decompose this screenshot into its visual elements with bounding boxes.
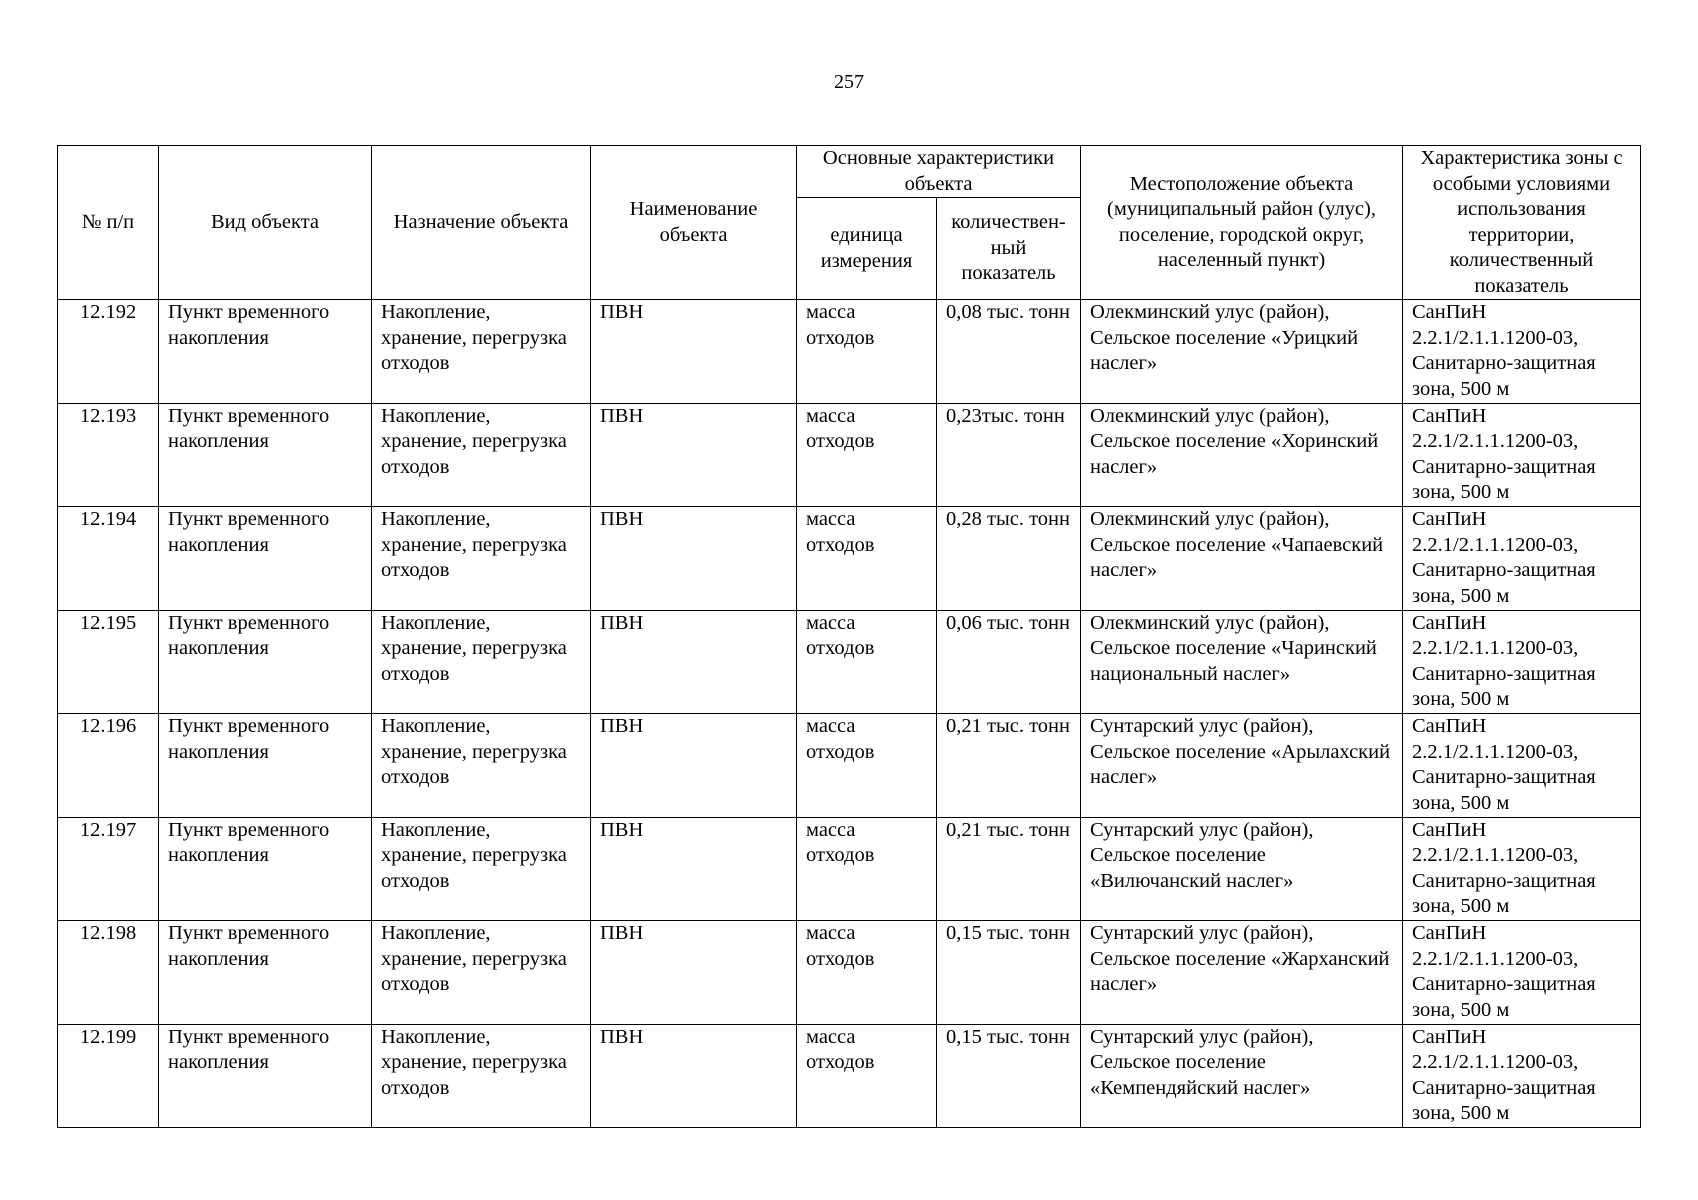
cell-purpose: Накопление, хранение, перегрузка отходов bbox=[372, 610, 591, 714]
objects-table bbox=[57, 145, 1641, 1128]
cell-purpose: Накопление, хранение, перегрузка отходов bbox=[372, 817, 591, 921]
cell-kind: Пункт временного накопления bbox=[159, 921, 372, 1025]
cell-purpose: Накопление, хранение, перегрузка отходов bbox=[372, 507, 591, 611]
cell-quantity: 0,21 тыс. тонн bbox=[937, 817, 1081, 921]
cell-num: 12.195 bbox=[58, 610, 159, 714]
cell-num: 12.193 bbox=[58, 403, 159, 507]
header-zone: Характеристика зоны с особыми условиями использования территории, количественный показатель bbox=[1403, 146, 1641, 300]
cell-zone: СанПиН 2.2.1/2.1.1.1200-03, Санитарно-защитная зона, 500 м bbox=[1403, 921, 1641, 1025]
cell-zone: СанПиН 2.2.1/2.1.1.1200-03, Санитарно-защитная зона, 500 м bbox=[1403, 1024, 1641, 1128]
cell-zone: СанПиН 2.2.1/2.1.1.1200-03, Санитарно-защитная зона, 500 м bbox=[1403, 610, 1641, 714]
cell-purpose: Накопление, хранение, перегрузка отходов bbox=[372, 300, 591, 404]
table-row bbox=[58, 300, 1641, 404]
cell-kind: Пункт временного накопления bbox=[159, 610, 372, 714]
cell-kind: Пункт временного накопления bbox=[159, 507, 372, 611]
cell-unit: масса отходов bbox=[797, 403, 937, 507]
table-row bbox=[58, 403, 1641, 507]
cell-location: Сунтарский улус (район), Сельское поселение «Кемпендяйский наслег» bbox=[1081, 1024, 1403, 1128]
cell-quantity: 0,21 тыс. тонн bbox=[937, 714, 1081, 818]
header-main-characteristics: Основные характеристики объекта bbox=[797, 146, 1081, 198]
cell-num: 12.192 bbox=[58, 300, 159, 404]
table-row bbox=[58, 714, 1641, 818]
cell-quantity: 0,06 тыс. тонн bbox=[937, 610, 1081, 714]
cell-quantity: 0,08 тыс. тонн bbox=[937, 300, 1081, 404]
cell-location: Олекминский улус (район), Сельское поселение «Хоринский наслег» bbox=[1081, 403, 1403, 507]
cell-unit: масса отходов bbox=[797, 817, 937, 921]
cell-zone: СанПиН 2.2.1/2.1.1.1200-03, Санитарно-защитная зона, 500 м bbox=[1403, 817, 1641, 921]
cell-kind: Пункт временного накопления bbox=[159, 817, 372, 921]
header-location: Местоположение объекта (муниципальный район (улус), поселение, городской округ, населенный пункт) bbox=[1081, 146, 1403, 300]
cell-unit: масса отходов bbox=[797, 714, 937, 818]
cell-unit: масса отходов bbox=[797, 921, 937, 1025]
cell-location: Олекминский улус (район), Сельское поселение «Чапаевский наслег» bbox=[1081, 507, 1403, 611]
cell-num: 12.196 bbox=[58, 714, 159, 818]
cell-name: ПВН bbox=[591, 817, 797, 921]
cell-name: ПВН bbox=[591, 507, 797, 611]
cell-zone: СанПиН 2.2.1/2.1.1.1200-03, Санитарно-защитная зона, 500 м bbox=[1403, 507, 1641, 611]
cell-purpose: Накопление, хранение, перегрузка отходов bbox=[372, 1024, 591, 1128]
cell-kind: Пункт временного накопления bbox=[159, 714, 372, 818]
header-num: № п/п bbox=[58, 146, 159, 300]
cell-quantity: 0,15 тыс. тонн bbox=[937, 921, 1081, 1025]
cell-quantity: 0,28 тыс. тонн bbox=[937, 507, 1081, 611]
cell-num: 12.197 bbox=[58, 817, 159, 921]
cell-zone: СанПиН 2.2.1/2.1.1.1200-03, Санитарно-защитная зона, 500 м bbox=[1403, 300, 1641, 404]
header-name: Наименование объекта bbox=[591, 146, 797, 300]
table-header bbox=[58, 146, 1641, 300]
cell-name: ПВН bbox=[591, 403, 797, 507]
cell-purpose: Накопление, хранение, перегрузка отходов bbox=[372, 921, 591, 1025]
page-number: 257 bbox=[834, 71, 864, 93]
cell-purpose: Накопление, хранение, перегрузка отходов bbox=[372, 714, 591, 818]
cell-kind: Пункт временного накопления bbox=[159, 403, 372, 507]
header-quantity: количествен-ный показатель bbox=[937, 198, 1081, 300]
header-unit: единица измерения bbox=[797, 198, 937, 300]
cell-name: ПВН bbox=[591, 714, 797, 818]
cell-quantity: 0,15 тыс. тонн bbox=[937, 1024, 1081, 1128]
cell-location: Сунтарский улус (район), Сельское поселение «Вилючанский наслег» bbox=[1081, 817, 1403, 921]
cell-name: ПВН bbox=[591, 300, 797, 404]
cell-location: Олекминский улус (район), Сельское поселение «Чаринский национальный наслег» bbox=[1081, 610, 1403, 714]
cell-purpose: Накопление, хранение, перегрузка отходов bbox=[372, 403, 591, 507]
cell-num: 12.199 bbox=[58, 1024, 159, 1128]
cell-name: ПВН bbox=[591, 921, 797, 1025]
table-row bbox=[58, 817, 1641, 921]
cell-num: 12.198 bbox=[58, 921, 159, 1025]
cell-location: Сунтарский улус (район), Сельское поселение «Жарханский наслег» bbox=[1081, 921, 1403, 1025]
header-purpose: Назначение объекта bbox=[372, 146, 591, 300]
cell-unit: масса отходов bbox=[797, 300, 937, 404]
cell-zone: СанПиН 2.2.1/2.1.1.1200-03, Санитарно-защитная зона, 500 м bbox=[1403, 403, 1641, 507]
cell-unit: масса отходов bbox=[797, 1024, 937, 1128]
header-kind: Вид объекта bbox=[159, 146, 372, 300]
cell-kind: Пункт временного накопления bbox=[159, 1024, 372, 1128]
table-row bbox=[58, 507, 1641, 611]
cell-location: Сунтарский улус (район), Сельское поселение «Арылахский наслег» bbox=[1081, 714, 1403, 818]
cell-unit: масса отходов bbox=[797, 610, 937, 714]
cell-num: 12.194 bbox=[58, 507, 159, 611]
cell-name: ПВН bbox=[591, 610, 797, 714]
cell-unit: масса отходов bbox=[797, 507, 937, 611]
table-row bbox=[58, 1024, 1641, 1128]
table-body bbox=[58, 300, 1641, 1128]
cell-location: Олекминский улус (район), Сельское поселение «Урицкий наслег» bbox=[1081, 300, 1403, 404]
cell-name: ПВН bbox=[591, 1024, 797, 1128]
cell-quantity: 0,23тыс. тонн bbox=[937, 403, 1081, 507]
cell-zone: СанПиН 2.2.1/2.1.1.1200-03, Санитарно-защитная зона, 500 м bbox=[1403, 714, 1641, 818]
cell-kind: Пункт временного накопления bbox=[159, 300, 372, 404]
table-row bbox=[58, 610, 1641, 714]
table-row bbox=[58, 921, 1641, 1025]
